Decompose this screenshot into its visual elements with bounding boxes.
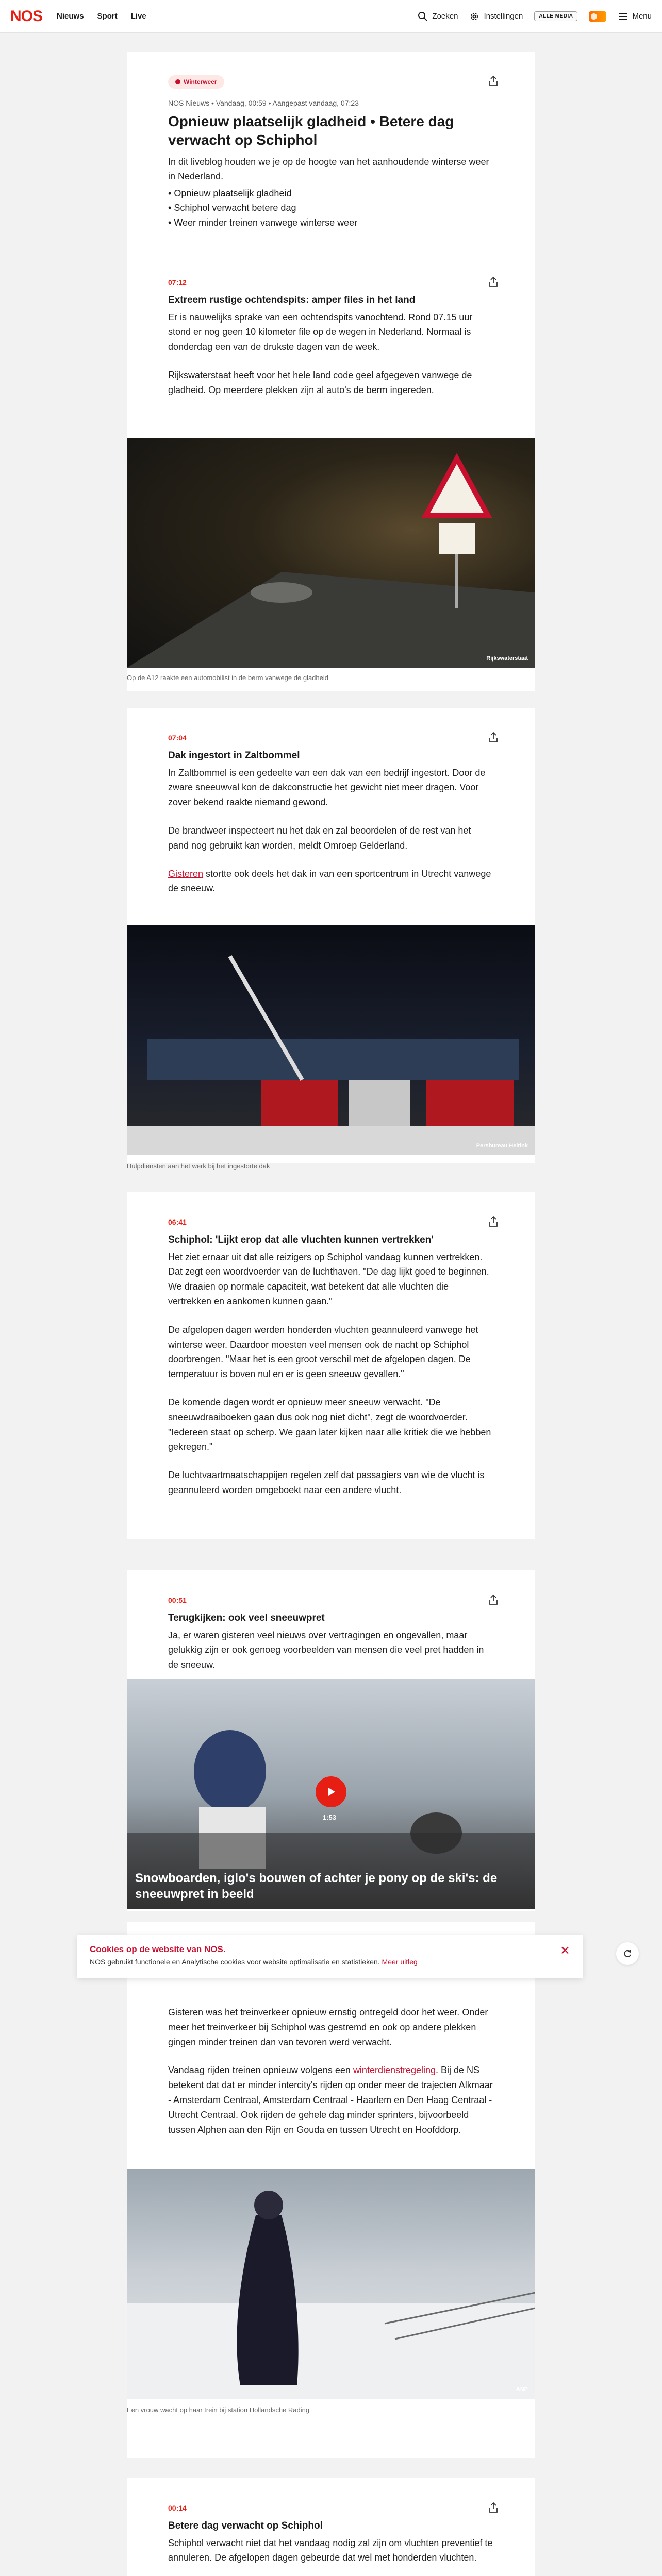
search-label: Zoeken (432, 12, 458, 21)
update-paragraph: In Zaltbommel is een gedeelte van een dak van een bedrijf ingestort. Door de zware sneeuwval kon de dakconstructie het gewicht niet meer dragen. Voor zover bekend raakte niemand gewond. (168, 767, 486, 808)
update-paragraph: Ja, er waren gisteren veel nieuws over vertragingen en ongevallen, maar gelukkig zijn er ook genoeg voorbeelden van mensen die veel pret hadden in de sneeuw. (168, 1630, 484, 1670)
update-paragraph-rest: stortte ook deels het dak in van een sportcentrum in Utrecht vanwege de sneeuw. (168, 868, 491, 894)
news-photo[interactable] (127, 925, 535, 1155)
share-icon[interactable] (488, 2502, 499, 2513)
news-photo[interactable] (127, 2169, 535, 2399)
refresh-icon (622, 1948, 633, 1959)
menu-button[interactable] (618, 11, 652, 22)
update-time: 06:41 (168, 1218, 187, 1226)
firetruck-illustration (127, 925, 535, 1155)
liveblog-update (127, 1922, 535, 2458)
road-sign-illustration (127, 438, 535, 668)
page-title: Opnieuw plaatselijk gladheid • Betere dag verwacht op Schiphol (168, 113, 454, 148)
update-paragraph: Gisteren was het treinverkeer opnieuw ernstig ontregeld door het weer. Onder meer het treinverkeer bij Schiphol was gestremd en ook op andere plekken gingen minder treinen dan van tevoren werd verwacht. (168, 2007, 488, 2047)
update-paragraph: De brandweer inspecteert nu het dak en zal beoordelen of de rest van het pand nog gebruikt kan worden, meldt Omroep Gelderland. (168, 825, 471, 851)
play-button[interactable] (316, 1776, 346, 1807)
update-paragraph: Er is nauwelijks sprake van een ochtendspits vanochtend. Rond 07.15 uur stond er nog geen 10 kilometer file op de wegen in Nederland. Normaal is donderdag een van de drukste dagen van de week. (168, 312, 473, 352)
update-time: 00:14 (168, 2504, 187, 2512)
live-dot-icon (175, 79, 180, 84)
liveblog-update (127, 1570, 535, 1911)
gisteren-link[interactable]: Gisteren (168, 868, 204, 879)
summary-item: • Weer minder treinen vanwege winterse weer (168, 215, 494, 230)
share-icon[interactable] (488, 1216, 499, 1227)
hamburger-icon (618, 11, 628, 22)
share-icon[interactable] (488, 732, 499, 743)
update-title: Extreem rustige ochtendspits: amper files in het land (168, 295, 416, 306)
photo-caption: Op de A12 raakte een automobilist in de berm vanwege de gladheid (127, 674, 328, 682)
nos-logo[interactable]: NOS (10, 7, 43, 25)
nav-item-live[interactable]: Live (130, 12, 146, 21)
video-title: Snowboarden, iglo's bouwen of achter je pony op de ski's: de sneeuwpret in beeld (135, 1871, 498, 1901)
update-title: Schiphol: 'Lijkt erop dat alle vluchten kunnen vertrekken' (168, 1234, 434, 1245)
close-icon[interactable]: ✕ (559, 1944, 570, 1958)
update-paragraph: Schiphol verwacht niet dat het vandaag nodig zal zijn om vluchten preventief te annuleren. De afgelopen dagen gebeurde dat wel met honderden vluchten. (168, 2537, 493, 2563)
update-paragraph: De luchtvaartmaatschappijen regelen zelf dat passagiers van wie de vlucht is geannuleerd worden omgeboekt naar een andere vlucht. (168, 1470, 485, 1495)
liveblog-update (127, 1192, 535, 1539)
update-time: 07:04 (168, 734, 187, 742)
winterdienstregeling-link[interactable]: winterdienstregeling (353, 2065, 436, 2076)
cookie-text (90, 1958, 570, 1966)
nav-item-nieuws[interactable]: Nieuws (57, 12, 84, 21)
update-paragraph (168, 867, 494, 896)
share-icon[interactable] (488, 276, 499, 287)
cookie-banner (77, 1935, 583, 1978)
update-paragraph (168, 2063, 494, 2137)
update-paragraph: De komende dagen wordt er opnieuw meer sneeuw verwacht. "De sneeuwdraaiboeken gaan dus ook nog niet dicht", zegt de woordvoerder. "Iedereen staat op scherp. We gaan later kijken naar alle kritiek die we hebben gekregen." (168, 1397, 491, 1452)
news-photo[interactable] (127, 438, 535, 668)
update-title: Terugkijken: ook veel sneeuwpret (168, 1613, 325, 1623)
menu-label: Menu (632, 12, 652, 21)
cookie-text-body: NOS gebruikt functionele en Analytische cookies voor website optimalisatie en statistieken. (90, 1958, 380, 1966)
article-meta: NOS Nieuws • Vandaag, 00:59 • Aangepast vandaag, 07:23 (168, 99, 359, 107)
refresh-button[interactable] (616, 1942, 639, 1965)
update-title: Betere dag verwacht op Schiphol (168, 2520, 323, 2531)
share-icon[interactable] (488, 75, 499, 87)
share-icon[interactable] (488, 1594, 499, 1605)
update-time: 00:51 (168, 1596, 187, 1604)
snowy-station-illustration (127, 2169, 535, 2399)
update-paragraph: Rijkswaterstaat heeft voor het hele land code geel afgegeven vanwege de gladheid. Op meerdere plekken zijn al auto's de berm ingereden. (168, 370, 472, 395)
update-paragraph: De afgelopen dagen werden honderden vluchten geannuleerd vanwege het winterse weer. Daardoor moesten veel mensen ook de nacht op Schiphol doorbrengen. "Maar het is een groot verschil met de afgelopen dagen. De temperatuur is boven nul en er is geen sneeuw gevallen." (168, 1324, 478, 1380)
liveblog-update (127, 2478, 535, 2576)
photo-caption: Hulpdiensten aan het werk bij het ingestorte dak (127, 1162, 270, 1170)
category-label-text: Winterweer (184, 78, 217, 86)
cookie-title: Cookies op de website van NOS. (90, 1944, 226, 1954)
video-player[interactable] (127, 1679, 535, 1909)
liveblog-update (127, 708, 535, 1170)
summary-item: • Opnieuw plaatselijk gladheid (168, 186, 494, 201)
photo-credit: Rijkswaterstaat (486, 655, 528, 662)
photo-caption: Een vrouw wacht op haar trein bij station Hollandsche Rading (127, 2406, 310, 2414)
update-paragraph-start: Vandaag rijden treinen opnieuw volgens een (168, 2065, 353, 2076)
lead-text: In dit liveblog houden we je op de hoogte van het aanhoudende winterse weer in Nederland. (168, 156, 489, 181)
update-paragraph-rest: . Bij de NS betekent dat dat er minder intercity's rijden op onder meer de trajecten Alkmaar - Amsterdam Centraal, Amsterdam Centraal - Haarlem en Den Haag Centraal - Utrecht Centraal. Ook rijden de gehele dag minder sprinters, bijvoorbeeld tussen Alphen aan den Rijn en Gouda en tussen Utrecht en Hoofddorp. (168, 2065, 493, 2135)
summary-list (168, 186, 494, 230)
liveblog-intro (127, 52, 535, 257)
video-duration: 1:53 (323, 1814, 337, 1821)
npo-logo[interactable] (589, 11, 606, 22)
nav-item-sport[interactable]: Sport (97, 12, 118, 21)
photo-credit: ANP (516, 2386, 528, 2393)
update-title: Dak ingestort in Zaltbommel (168, 750, 300, 761)
settings-label: Instellingen (484, 12, 523, 21)
liveblog-update (127, 252, 535, 691)
category-label[interactable] (168, 75, 224, 89)
play-icon (325, 1786, 337, 1798)
update-time: 07:12 (168, 278, 187, 286)
photo-credit: Persbureau Heitink (476, 1143, 528, 1149)
all-media-chip[interactable]: ALLE MEDIA (534, 11, 577, 21)
summary-item: • Schiphol verwacht betere dag (168, 200, 494, 215)
cookie-more-link[interactable]: Meer uitleg (382, 1958, 418, 1966)
update-paragraph: Het ziet ernaar uit dat alle reizigers op Schiphol vandaag kunnen vertrekken. Dat zegt een woordvoerder van de luchthaven. "De dag lijkt goed te beginnen. We draaien op normale capaciteit, wat betekent dat alle vluchten die vertrekken en aankomen kunnen gaan." (168, 1251, 489, 1307)
